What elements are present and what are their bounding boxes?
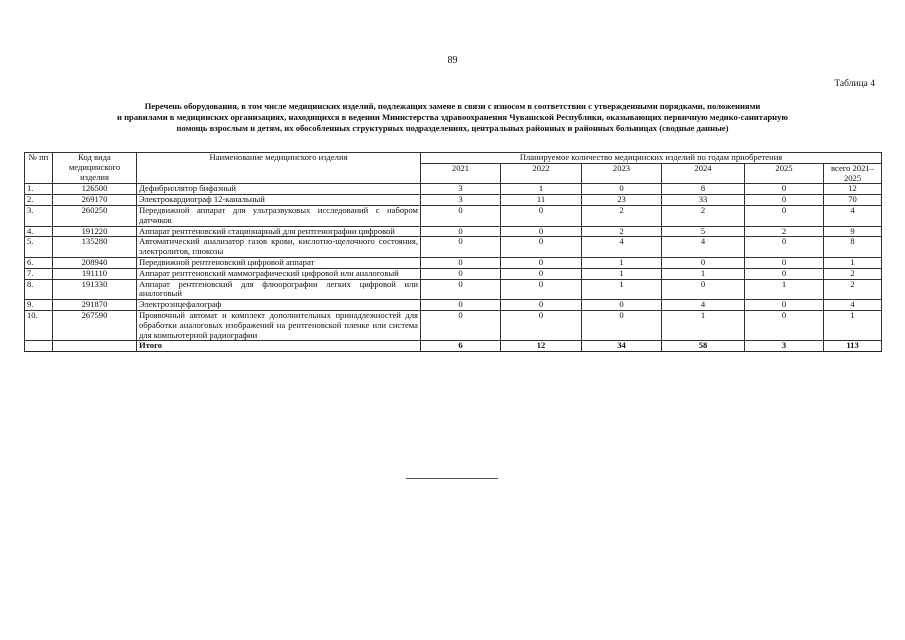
table-row bbox=[25, 195, 882, 206]
row-name: Передвижной рентгеновский цифровой аппарат bbox=[137, 257, 421, 268]
row-value: 0 bbox=[745, 195, 824, 206]
row-code: 260250 bbox=[53, 205, 137, 226]
row-value: 2 bbox=[824, 279, 882, 300]
row-value: 1 bbox=[662, 310, 745, 340]
row-value: 0 bbox=[745, 257, 824, 268]
row-value: 0 bbox=[662, 257, 745, 268]
table-row bbox=[25, 205, 882, 226]
equipment-table bbox=[24, 152, 882, 352]
total-label: Итого bbox=[137, 341, 421, 352]
row-value: 4 bbox=[582, 237, 662, 258]
row-value: 2 bbox=[582, 226, 662, 237]
row-value: 1 bbox=[582, 268, 662, 279]
row-value: 2 bbox=[662, 205, 745, 226]
row-value: 0 bbox=[501, 257, 582, 268]
row-name: Аппарат рентгеновский стационарный для рентгенографии цифровой bbox=[137, 226, 421, 237]
row-value: 0 bbox=[421, 205, 501, 226]
row-name: Передвижной аппарат для ультразвуковых исследований с набором датчиков bbox=[137, 205, 421, 226]
header-total: всего 2021–2025 bbox=[824, 163, 882, 184]
title-line: Перечень оборудования, в том числе медицинских изделий, подлежащих замене в связи с износом в соответствии с утвержденными порядками, положениями bbox=[144, 101, 761, 111]
table-row bbox=[25, 268, 882, 279]
row-code: 269170 bbox=[53, 195, 137, 206]
row-code: 126500 bbox=[53, 184, 137, 195]
table-row bbox=[25, 184, 882, 195]
row-num: 6. bbox=[25, 257, 53, 268]
row-value: 0 bbox=[501, 300, 582, 311]
row-name: Дефибриллятор бифазный bbox=[137, 184, 421, 195]
row-value: 1 bbox=[824, 310, 882, 340]
row-value: 9 bbox=[824, 226, 882, 237]
row-value: 1 bbox=[662, 268, 745, 279]
row-value: 0 bbox=[421, 237, 501, 258]
total-value: 113 bbox=[824, 341, 882, 352]
row-value: 33 bbox=[662, 195, 745, 206]
row-name: Аппарат рентгеновский для флюорографии легких цифровой или аналоговый bbox=[137, 279, 421, 300]
row-value: 2 bbox=[745, 226, 824, 237]
row-value: 1 bbox=[582, 257, 662, 268]
row-value: 0 bbox=[421, 310, 501, 340]
row-name: Электроэнцефалограф bbox=[137, 300, 421, 311]
row-num: 8. bbox=[25, 279, 53, 300]
header-year: 2023 bbox=[582, 163, 662, 184]
row-value: 8 bbox=[662, 184, 745, 195]
row-code: 191110 bbox=[53, 268, 137, 279]
row-value: 1 bbox=[745, 279, 824, 300]
footer-rule bbox=[406, 478, 498, 479]
row-value: 0 bbox=[745, 205, 824, 226]
header-num: № пп bbox=[25, 153, 53, 184]
header-name: Наименование медицинского изделия bbox=[137, 153, 421, 184]
row-value: 4 bbox=[824, 300, 882, 311]
row-name: Проявочный автомат и комплект дополнительных принадлежностей для обработки аналоговых изображений на рентгеновской пленке или система для компьютерной радиографии bbox=[137, 310, 421, 340]
row-value: 1 bbox=[824, 257, 882, 268]
title-line: и правилами в медицинских организациях, находящихся в ведении Министерства здравоохранения Чувашской Республики, оказывающих первичную медико-санитарную bbox=[117, 112, 788, 122]
row-value: 8 bbox=[824, 237, 882, 258]
row-value: 0 bbox=[421, 279, 501, 300]
row-value: 0 bbox=[501, 237, 582, 258]
row-code: 191220 bbox=[53, 226, 137, 237]
row-value: 11 bbox=[501, 195, 582, 206]
row-value: 1 bbox=[582, 279, 662, 300]
table-row bbox=[25, 279, 882, 300]
row-value: 1 bbox=[501, 184, 582, 195]
total-value: 12 bbox=[501, 341, 582, 352]
row-num: 1. bbox=[25, 184, 53, 195]
total-value: 58 bbox=[662, 341, 745, 352]
header-year: 2021 bbox=[421, 163, 501, 184]
row-num: 3. bbox=[25, 205, 53, 226]
row-value: 4 bbox=[662, 300, 745, 311]
row-value: 3 bbox=[421, 195, 501, 206]
row-value: 0 bbox=[501, 226, 582, 237]
row-value: 0 bbox=[745, 184, 824, 195]
row-value: 0 bbox=[421, 226, 501, 237]
document-title bbox=[24, 101, 881, 134]
row-value: 0 bbox=[582, 184, 662, 195]
header-planned: Планируемое количество медицинских изделий по годам приобретения bbox=[421, 153, 882, 164]
row-value: 0 bbox=[582, 310, 662, 340]
row-code: 135280 bbox=[53, 237, 137, 258]
row-value: 3 bbox=[421, 184, 501, 195]
row-value: 70 bbox=[824, 195, 882, 206]
table-row bbox=[25, 257, 882, 268]
row-value: 2 bbox=[582, 205, 662, 226]
table-row bbox=[25, 300, 882, 311]
table-body bbox=[25, 184, 882, 352]
row-value: 5 bbox=[662, 226, 745, 237]
table-label: Таблица 4 bbox=[834, 79, 875, 89]
row-value: 0 bbox=[501, 310, 582, 340]
row-code: 208940 bbox=[53, 257, 137, 268]
page-number: 89 bbox=[447, 55, 458, 66]
row-num: 2. bbox=[25, 195, 53, 206]
row-num: 5. bbox=[25, 237, 53, 258]
row-value: 0 bbox=[745, 310, 824, 340]
total-empty bbox=[53, 341, 137, 352]
row-value: 0 bbox=[662, 279, 745, 300]
row-name: Электрокардиограф 12-канальный bbox=[137, 195, 421, 206]
row-value: 0 bbox=[501, 279, 582, 300]
total-row bbox=[25, 341, 882, 352]
row-value: 0 bbox=[745, 300, 824, 311]
total-empty bbox=[25, 341, 53, 352]
total-value: 34 bbox=[582, 341, 662, 352]
table-row bbox=[25, 226, 882, 237]
row-num: 10. bbox=[25, 310, 53, 340]
row-name: Аппарат рентгеновский маммографический цифровой или аналоговый bbox=[137, 268, 421, 279]
row-value: 0 bbox=[745, 237, 824, 258]
total-value: 6 bbox=[421, 341, 501, 352]
row-value: 0 bbox=[745, 268, 824, 279]
row-num: 9. bbox=[25, 300, 53, 311]
table-row bbox=[25, 310, 882, 340]
total-value: 3 bbox=[745, 341, 824, 352]
row-value: 0 bbox=[501, 268, 582, 279]
row-value: 0 bbox=[582, 300, 662, 311]
row-code: 191330 bbox=[53, 279, 137, 300]
row-value: 4 bbox=[824, 205, 882, 226]
row-value: 12 bbox=[824, 184, 882, 195]
row-value: 0 bbox=[501, 205, 582, 226]
row-num: 7. bbox=[25, 268, 53, 279]
row-name: Автоматический анализатор газов крови, кислотно-щелочного состояния, электролитов, глюкозы bbox=[137, 237, 421, 258]
row-value: 4 bbox=[662, 237, 745, 258]
row-value: 0 bbox=[421, 268, 501, 279]
table-row bbox=[25, 237, 882, 258]
row-value: 23 bbox=[582, 195, 662, 206]
row-value: 2 bbox=[824, 268, 882, 279]
row-value: 0 bbox=[421, 257, 501, 268]
row-code: 267590 bbox=[53, 310, 137, 340]
header-code: Код вида медицинского изделия bbox=[53, 153, 137, 184]
header-year: 2025 bbox=[745, 163, 824, 184]
header-year: 2022 bbox=[501, 163, 582, 184]
header-year: 2024 bbox=[662, 163, 745, 184]
title-line: помощь взрослым и детям, их обособленных структурных подразделениях, центральных районных и районных больницах (сводные данные) bbox=[176, 123, 729, 133]
row-value: 0 bbox=[421, 300, 501, 311]
row-num: 4. bbox=[25, 226, 53, 237]
row-code: 291870 bbox=[53, 300, 137, 311]
